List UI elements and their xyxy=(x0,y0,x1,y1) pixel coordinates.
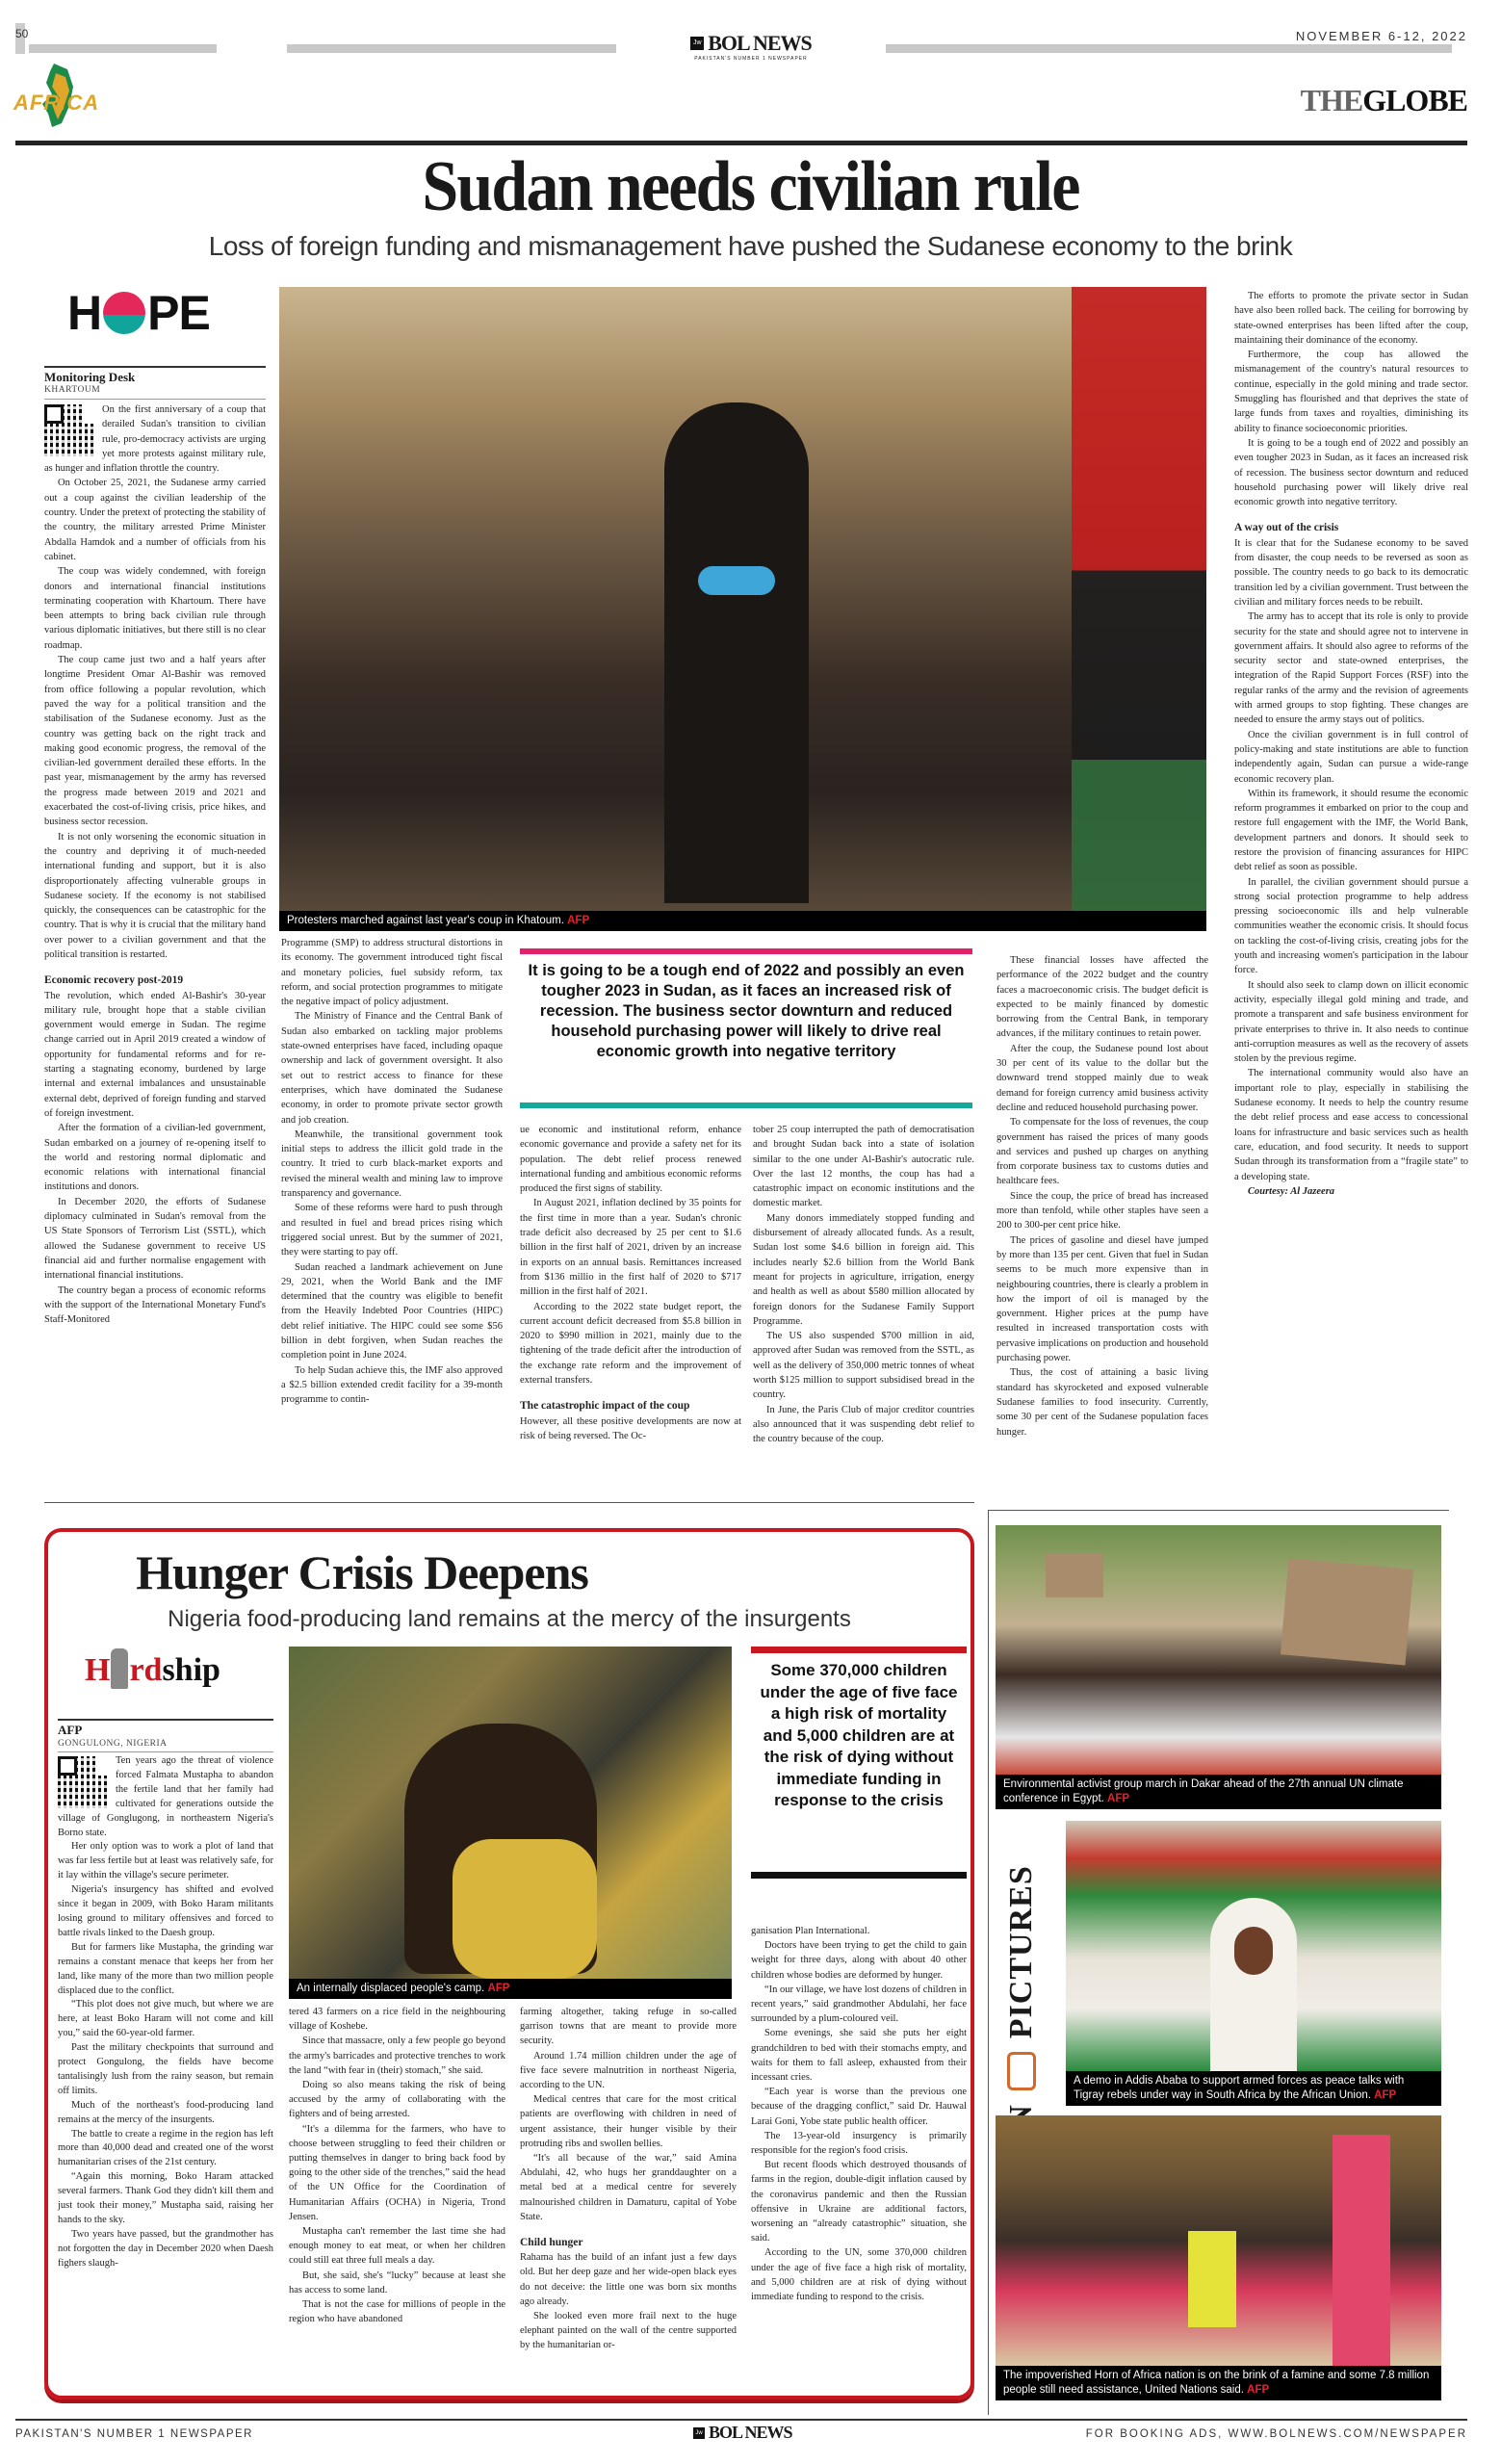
courtesy-credit: Courtesy: Al Jazeera xyxy=(1248,1185,1335,1197)
page-number: 50 xyxy=(15,27,29,40)
bolnews-logo[interactable] xyxy=(616,31,886,62)
footer-logo-name: BOL NEWS xyxy=(709,2423,792,2442)
footer-rule xyxy=(15,2419,1467,2421)
section-africa-label: AFRICA xyxy=(13,91,100,115)
main-column-6: The efforts to promote the private sector in Sudan have also been rolled back. The ceiling for borrowing by state-owned enterprises has been lifted after the coup, maintaining their dominance of the economy. Furthermore, the coup has allowed the mismanagement of the country's natural resources to continue, especially in the gold mining and trade sector. Smuggling has flourished and that deprives the state of large funds from taxes and royalties, diminishing its ability to finance socioeconomic priorities. It is going to be a tough end of 2022 and possibly an even tougher 2023 in Sudan, as it faces an increased risk of recession. The business sector downturn and reduced household purchasing power will likely drive real economic growth into negative territory. A way out of the crisis It is clear that for the Sudanese economy to be saved from disaster, the coup needs to be reversed as soon as possible. The country needs to go back to its democratic transition led by a civilian government. Trust between the civilian and military forces needs to be rebuilt. The army has to accept that its role is only to provide security for the state and should agree not to intervene in government affairs. It should also agree to reforms of the security sector and state-owned enterprises, the integration of the Rapid Support Forces (RSF) into the regular ranks of the army and the revision of agreements with armed groups to stop fighting. These changes are needed to ensure the army stays out of politics. Once the civilian government is in full control of policy-making and state institutions are able to function independently again, Sudan can pursue a wide-range economic recovery plan. Within its framework, it should resume the economic reform programmes it embarked on prior to the coup and restore full engagement with the IMF, the World Bank, development partners and donors. It should seek to restore the provision of financing assurances for HIPC debt relief as soon as possible. In parallel, the civilian government should pursue a strong social protection programme to help address pressing socioeconomic ills and help vulnerable communities weather the economic crisis. It should focus on tackling the cost-of-living crisis, creating jobs for the youth and increasing women's participation in the labour force. It should also seek to clamp down on illicit economic activity, especially illegal gold mining and trade, and promote a transparent and safe business environment for private enterprises to thrive in. It also needs to continue anti-corruption measures as well as the recovery of assets stolen by the previous regime. The international community would also have an important role to play, especially in stabilising the Sudanese economy. It needs to help the country resume the debt relief process and ease access to concessional loans for infrastructure and basic services such as health care, education, and food security. It needs to support Sudan through its transformation from a “fragile state” to a developing state. Courtesy: Al Jazeera xyxy=(1234,289,1468,1199)
subhead-way-out: A way out of the crisis xyxy=(1234,522,1339,534)
dateline-rule xyxy=(44,399,266,400)
hunger-subheadline: Nigeria food-producing land remains at the mercy of the insurgents xyxy=(168,1606,851,1632)
addis-ababa-demo-photo xyxy=(1066,1821,1441,2071)
camp-photo xyxy=(289,1647,732,1979)
hunger-column-1: Ten years ago the threat of violence forced Falmata Mustapha to abandon the fertile land that her family had cultivated for generations outside the village of Gonglugong, in northeastern Nigeria's Borno state. Her only option was to work a plot of land that was far less fertile but at least was relatively safe, for it lay within the village's secure perimeter. Nigeria's insurgency has shifted and evolved since it began in 2009, with Boko Haram militants losing ground to military offensives and forced to battle rivals linked to the Daesh group. But for farmers like Mustapha, the grinding war remains a constant menace that keeps her from her land, like many of the more than two million people displaced due to the conflict. “This plot does not give much, but where we are here, at least Boko Haram will not come and kill you,” said the 60-year-old farmer. Past the military checkpoints that surround and protect Gongulong, the fields have become tantalisingly lush from the rainy season, but remain off limits. Much of the northeast's food-producing land remains at the mercy of the insurgents. The battle to create a regime in the region has left more than 40,000 dead and created one of the worst humanitarian crises of the 21st century. “Again this morning, Boko Haram attacked several farmers. Thank God they didn't kill them and just took their money,” Mustapha said, raising her hands to the sky. Two years have passed, but the grandmother has not forgotten the day in December 2020 when Daesh fighers slaugh- xyxy=(58,1755,273,2269)
bolnews-logo-name: BOL NEWS xyxy=(708,31,812,55)
hunger-column-2: tered 43 farmers on a rice field in the neighbouring village of Koshebe. Since that massacre, only a few people go beyond the army's barricades and protective trenches to work the land “with fear in (their) stomach,” she said. Doing so also means taking the risk of being accused by the army of collaborating with the fighters and of being arrested. “It's a dilemma for the farmers, who have to choose between struggling to feed their children or putting themselves in danger to bring back food by going to the other side of the trenches,” said the head of the UN Office for the Coordination of Humanitarian Affairs (OCHA) in Nigeria, Trond Jensen. Mustapha can't remember the last time she had enough money to eat meat, or when her children could still eat three full meals a day. But, she said, she's “lucky” because at least she has access to some land. That is not the case for millions of people in the region who have abandoned xyxy=(289,2007,505,2325)
column-rule-vertical xyxy=(988,1510,989,2415)
pull-quote-top-bar xyxy=(520,948,972,954)
raised-fist-icon xyxy=(111,1648,128,1689)
byline-rule xyxy=(44,366,266,368)
hunger-column-4: ganisation Plan International. Doctors have been trying to get the child to gain weight for three days, along with about 40 other children whose bodies are deformed by hunger. “In our village, we have lost dozens of children in recent years,” said grandmother Abdulahi, her face surrounded by a plum-coloured veil. Some evenings, she said she puts her eight grandchildren to bed with their stomachs empty, and waits for them to fall asleep, exhausted from their incessant cries. “Each year is worse than the previous one because of the dragging conflict,” said Dr. Hauwal Larai Goni, Yobe state public health officer. The 13-year-old insurgency is primarily responsible for the region's food crisis. But recent floods which destroyed thousands of farms in the region, double-digit inflation caused by the coronavirus pandemic and then the Russian offensive in Ukraine are additional factors, worsening an “already catastrophic” situation, she said. According to the UN, some 370,000 children under the age of five face a high risk of mortality, and 5,000 children are at risk of dying without immediate funding to respond to the crisis. xyxy=(751,1926,967,2303)
hardship-badge: H rdship xyxy=(85,1648,220,1689)
subhead-economic-recovery: Economic recovery post-2019 xyxy=(44,974,184,987)
hope-hand-icon xyxy=(103,292,145,334)
bolnews-tagline: PAKISTAN'S NUMBER 1 NEWSPAPER xyxy=(694,56,808,62)
main-headline: Sudan needs civilian rule xyxy=(422,147,1079,226)
protest-photo xyxy=(279,287,1206,918)
masthead-rule-left xyxy=(29,44,217,53)
hunger-column-3: farming altogether, taking refuge in so-called garrison towns that are meant to provide more security. Around 1.74 million children under the age of five face severe malnutrition in northeast Nigeria, according to the UN. Medical centres that care for the most critical patients are overflowing with children in need of urgent assistance, their hunger visible by their protruding ribs and swollen bellies. “It's all because of the war,” said Amina Abdulahi, 42, who hugs her granddaughter on a metal bed at a medical centre for severely malnourished children in Damaturu, capital of Yobe State. Child hunger Rahama has the build of an infant just a few days old. But her deep gaze and her wide-open black eyes do not deceive: the little one was born six months ago already. She looked even more frail next to the huge elephant painted on the wall of the centre supported by the humanitarian or- xyxy=(520,2007,737,2351)
protest-photo-caption: Protesters marched against last year's coup in Khatoum. AFP xyxy=(279,911,1206,931)
in-pictures-label: PICTURES xyxy=(997,1834,1046,2142)
qr-code-icon[interactable] xyxy=(44,404,96,456)
main-column-5: These financial losses have affected the performance of the 2022 budget and the country faces a macroeconomic crisis. The budget deficit is expected to be mainly financed by domestic borrowing from the Central Bank, in temporary advances, if the military continues to retain power. After the coup, the Sudanese pound lost about 30 per cent of its value to the dollar but the downward trend stopped mainly due to weak demand for foreign currency amid business activity decline and reduced household purchasing power. To compensate for the loss of revenues, the coup government has raised the prices of many goods and services and pushed up charges on anything from corporate business tax to customs duties and healthcare fees. Since the coup, the price of bread has increased more than tenfold, while other staples have seen a 200 to 300-per cent price hike. The prices of gasoline and diesel have jumped by more than 135 per cent. Given that fuel in Sudan seems to be much more expensive than in neighbouring countries, there is clearly a problem in how the import of oil is managed by the government. Higher prices at the pump have resulted in increased transportation costs with pervasive implications on production and household purchasing power. Thus, the cost of attaining a basic living standard has skyrocketed and exposed vulnerable Sudanese families to food insecurity. Currently, some 30 per cent of the Sudanese population faces hunger. xyxy=(996,955,1208,1438)
hope-badge: H PE xyxy=(67,286,210,340)
dakar-march-photo xyxy=(996,1525,1441,1775)
section-divider-left xyxy=(44,1502,974,1503)
issue-date: NOVEMBER 6-12, 2022 xyxy=(1295,29,1467,43)
section-divider-right xyxy=(989,1510,1449,1511)
footer-bolnews-logo[interactable] xyxy=(693,2423,792,2443)
byline: Monitoring Desk xyxy=(44,370,136,384)
main-pull-quote: It is going to be a tough end of 2022 and possibly an even tougher 2023 in Sudan, as it faces an increased risk of recession. The business sector downturn and reduced household purchasing power will likely to drive real economic growth into negative territory xyxy=(528,962,965,1060)
hunger-pull-quote-top-bar xyxy=(751,1647,967,1653)
main-column-2: Programme (SMP) to address structural distortions in its economy. The government introduced tight fiscal and monetary policies, fuel subsidy reform, tax reform, and social protection programmes to mitigate the negative impact of policy adjustment. The Ministry of Finance and the Central Bank of Sudan also embarked on tackling major problems state-owned enterprises have faced, including opaque ownership and lack of government oversight. It also set out to restrict access to finance for these enterprises, which have dominated the Sudanese economy, in order to promote private sector growth and job creation. Meanwhile, the transitional government took initial steps to address the illicit gold trade in the country. It tried to curb black-market exports and revised the mineral wealth and mining law to improve transparency and governance. Some of these reforms were hard to push through and resulted in fuel and bread prices rising which triggered social unrest. But by the summer of 2021, they were starting to pay off. Sudan reached a landmark achievement on June 29, 2021, when the World Bank and the IMF determined that the country was eligible to benefit from the Heavily Indebted Poor Countries (HIPC) debt relief initiative. The HIPC could see some $56 billion in debt forgiven, when Sudan reaches the completion point in June 2024. To help Sudan achieve this, the IMF also approved a $2.5 billion extended credit facility for a 39-month programme to contin- xyxy=(281,938,503,1406)
horn-of-africa-caption: The impoverished Horn of Africa nation is on the brink of a famine and some 7.8 million people still need assistance, United Nations said. AFP xyxy=(996,2366,1441,2400)
hunger-qr-code-icon[interactable] xyxy=(58,1756,110,1808)
addis-ababa-demo-caption: A demo in Addis Ababa to support armed forces as peace talks with Tigray rebels under way in South Africa by the African Union. AFP xyxy=(1066,2071,1441,2106)
hunger-pull-quote: Some 370,000 children under the age of five face a high risk of mortality and 5,000 children are at the risk of dying without immediate funding in response to the crisis xyxy=(760,1661,958,1809)
subhead-catastrophic-impact: The catastrophic impact of the coup xyxy=(520,1400,690,1413)
section-the-globe-label: THEGLOBE xyxy=(1300,83,1467,117)
footer-tagline: PAKISTAN'S NUMBER 1 NEWSPAPER xyxy=(15,2428,253,2440)
main-column-1: On the first anniversary of a coup that derailed Sudan's transition to civilian rule, pro-democracy activists are urging yet more protests against military rule, as hunger and inflation throttle the country. On October 25, 2021, the Sudanese army carried out a coup against the civilian leadership of the country. Under the pretext of protecting the stability of the country, the military arrested Prime Minister Abdalla Hamdok and a number of officials from his cabinet. The coup was widely condemned, with foreign donors and international financial institutions terminating cooperation with Khartoum. There have been attempts to bring back civilian rule through various diplomatic initiatives, but there still is no clear roadmap. The coup came just two and a half years after longtime President Omar Al-Bashir was removed from office following a popular revolution, which paved the way for a political transition and the stabilisation of the Sudanese economy. Just as the country was getting back on the right track and making good economic progress, the removal of the civilian-led government derailed these efforts. In the past year, mismanagement by the army has reversed the progress made between 2019 and 2021 and exacerbated the cost-of-living crisis, price hikes, and business sector recession. It is not only worsening the economic situation in the country and depriving it of much-needed international funding and support, but it is also disproportionately affecting vulnerable groups in Sudanese society. If the economy is not stabilised quickly, the consequences can be catastrophic for the country. That is why it is crucial that the military hand over power to a civilian government and that the political transition is restarted. Economic recovery post-2019 The revolution, which ended Al-Bashir's 30-year military rule, brought hope that a stable civilian government would emerge in Sudan. The regime change carried out in April 2019 created a window of opportunity for fundamental reforms and for re-starting a stagnating economy, burdened by large internal and external imbalances and unsustainable external debt, deprived of foreign funding and starved of foreign investment. After the formation of a civilian-led government, Sudan embarked on a journey of re-opening itself to the world and restoring normal diplomatic and economic relations with international financial institutions and donors. In December 2020, the efforts of Sudanese diplomacy culminated in Sudan's removal from the US State Sponsors of Terrorism List (SSTL), which allowed the Sudanese government to receive US financial aid and further normalise engagement with international financial institutions. The country began a process of economic reforms with the support of the International Monetary Fund's Staff-Monitored xyxy=(44,404,266,1326)
footer-booking-ads-link[interactable]: FOR BOOKING ADS, WWW.BOLNEWS.COM/NEWSPAPER xyxy=(1085,2428,1467,2440)
camera-icon xyxy=(1007,2052,1036,2090)
pull-quote-bottom-bar xyxy=(520,1102,972,1108)
bolnews-logo-mark: Jw xyxy=(690,37,704,50)
hunger-dateline-rule xyxy=(58,1751,273,1752)
hunger-byline-rule xyxy=(58,1719,273,1721)
main-column-4: tober 25 coup interrupted the path of democratisation and brought Sudan back into a state of isolation similar to the one under Al-Bashir's autocratic rule. Over the last 12 months, the coup has had a catastrophic impact on economic institutions and the domestic market. Many donors immediately stopped funding and disbursement of already allocated funds. As a result, Sudan lost some $4.6 billion in foreign aid. This includes nearly $2.6 billion from the World Bank meant for projects in agriculture, irrigation, energy and health as well as about $580 million allocated by foreign donors for the Sudanese Family Support Programme. The US also suspended $700 million in aid, approved after Sudan was removed from the SSTL, as well as the delivery of 350,000 metric tonnes of wheat worth $125 million to support subsidised bread in the country. In June, the Paris Club of major creditor countries also announced that it was suspending debt relief to the country because of the coup. xyxy=(753,1125,974,1445)
main-subheadline: Loss of foreign funding and mismanagement have pushed the Sudanese economy to the brink xyxy=(208,231,1293,261)
main-column-3: ue economic and institutional reform, enhance economic governance and provide a safety net for its population. The debt relief process renewed international funding and ambitious economic reforms produced the first signs of stability. In August 2021, inflation declined by 35 points for the first time in more than a year. Sudan's chronic trade deficit also decreased by 25 per cent to $1.6 billion in the first half of 2021, driven by an increase in exports on an annual basis. Remittances increased from $136 millio in the first half of 2020 to $717 million in the first half of 2021. According to the 2022 state budget report, the current account deficit decreased from $5.8 billion in 2020 to $990 million in 2021, mainly due to the tightening of the trade deficit after the introduction of the exchange rate reform and the improvement of external transfers. The catastrophic impact of the coup However, all these positive developments are now at risk of being reversed. The Oc- xyxy=(520,1125,741,1441)
horn-of-africa-photo xyxy=(996,2115,1441,2366)
hunger-headline: Hunger Crisis Deepens xyxy=(136,1545,588,1599)
footer-logo-mark: Jw xyxy=(693,2427,705,2439)
subhead-child-hunger: Child hunger xyxy=(520,2237,583,2249)
hunger-byline: AFP xyxy=(58,1723,83,1737)
hunger-pull-quote-bottom-bar xyxy=(751,1872,967,1879)
hunger-dateline: GONGULONG, NIGERIA xyxy=(58,1739,168,1749)
dateline: KHARTOUM xyxy=(44,385,101,395)
headline-rule xyxy=(15,141,1467,145)
camp-photo-caption: An internally displaced people's camp. AFP xyxy=(289,1979,732,1999)
dakar-march-caption: Environmental activist group march in Dakar ahead of the 27th annual UN climate conference in Egypt. AFP xyxy=(996,1775,1441,1809)
